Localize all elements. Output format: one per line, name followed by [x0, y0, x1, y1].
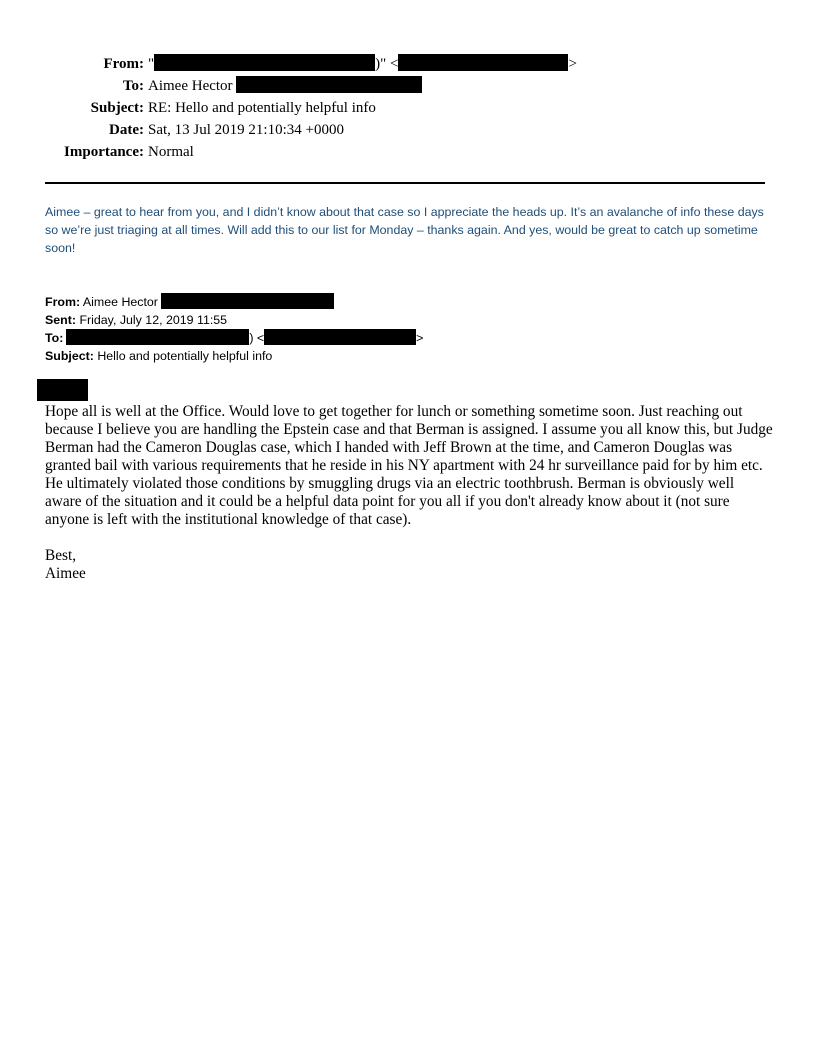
original-sent-label: Sent: — [45, 313, 76, 327]
date-label: Date: — [109, 122, 144, 138]
signature-name: Aimee — [45, 565, 86, 582]
date-value: Sat, 13 Jul 2019 21:10:34 +0000 — [148, 122, 344, 138]
original-message-header — [45, 293, 423, 365]
original-sent-value: Friday, July 12, 2019 11:55 — [79, 313, 228, 327]
original-from-label: From: — [45, 295, 81, 309]
to-value — [144, 75, 422, 97]
header-from-row — [0, 53, 577, 75]
header-importance-row — [0, 141, 577, 163]
redaction-block — [264, 329, 416, 345]
original-subject-label: Subject: — [45, 349, 94, 363]
signature-block — [45, 547, 86, 583]
original-to-label: To: — [45, 331, 64, 345]
original-subject-row — [45, 347, 423, 365]
to-name: Aimee Hector — [148, 78, 233, 94]
original-to-close: > — [416, 331, 424, 345]
original-to-separator: ) < — [249, 331, 265, 345]
redaction-block — [66, 329, 249, 345]
email-header — [0, 53, 577, 163]
redaction-block — [398, 54, 568, 71]
subject-label: Subject: — [90, 100, 144, 116]
header-divider — [45, 182, 765, 184]
importance-value: Normal — [148, 144, 194, 160]
original-from-name: Aimee Hector — [82, 295, 158, 309]
original-body: Hope all is well at the Office. Would love to get together for lunch or something sometime soon. Just reaching out because I believe you are handling the Epstein case and that Berman is assigned. I assume you all know this, but Judge Berman had the Cameron Douglas case, which I handed with Jeff Brown at the time, and Cameron Douglas was granted bail with various requirements that he reside in his NY apartment with 24 hr surveillance paid for by him etc. He ultimately violated those conditions by smuggling drugs via an electric toothbrush. Berman is obviously well aware of the situation and it could be a helpful data point for you all if you don't already know about it (not sure anyone is left with the institutional knowledge of that case). — [45, 403, 773, 528]
from-label: From: — [103, 56, 144, 72]
importance-label: Importance: — [64, 144, 144, 160]
original-from-row — [45, 293, 423, 311]
from-quote: " — [148, 56, 155, 72]
redaction-block — [236, 76, 422, 93]
original-sent-row — [45, 311, 423, 329]
redaction-block — [161, 293, 334, 309]
from-value — [144, 53, 577, 75]
salutation-redaction — [37, 379, 88, 401]
original-to-row — [45, 329, 423, 347]
reply-body: Aimee – great to hear from you, and I didn’t know about that case so I appreciate the heads up. It’s an avalanche of info these days so we’re just triaging at all times. Will add this to our list for Monday – thanks again. And yes, would be great to catch up sometime soon! — [45, 205, 764, 255]
header-to-row — [0, 75, 577, 97]
from-separator: )" < — [375, 56, 399, 72]
header-subject-row — [0, 97, 577, 119]
original-subject-value: Hello and potentially helpful info — [97, 349, 273, 363]
header-date-row — [0, 119, 577, 141]
from-close: > — [568, 56, 577, 72]
to-label: To: — [122, 78, 144, 94]
closing-line: Best, — [45, 547, 77, 564]
redaction-block — [154, 54, 375, 71]
subject-value: RE: Hello and potentially helpful info — [148, 100, 376, 116]
